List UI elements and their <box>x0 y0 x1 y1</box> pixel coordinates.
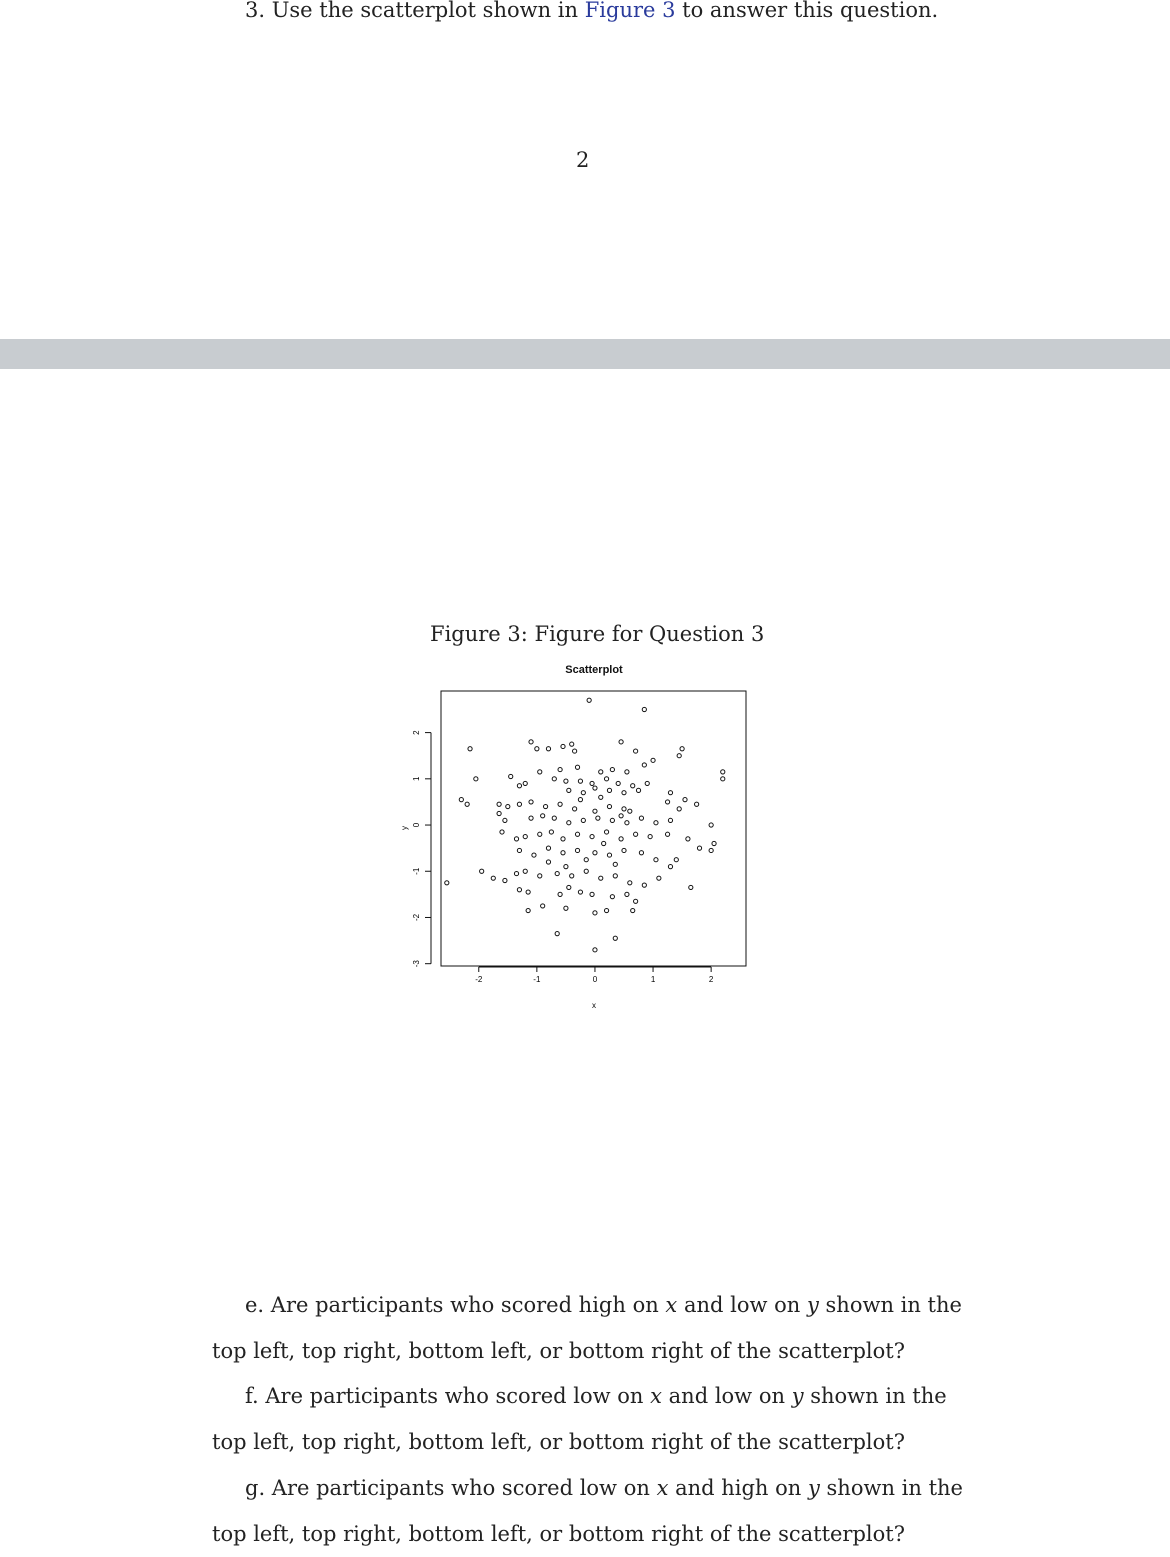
data-point <box>680 747 684 751</box>
data-point <box>631 908 635 912</box>
data-point <box>526 908 530 912</box>
data-point <box>555 871 559 875</box>
subq-f-text-1: f. Are participants who scored low on <box>245 1384 651 1408</box>
data-point <box>584 858 588 862</box>
data-point <box>593 948 597 952</box>
data-point <box>654 858 658 862</box>
data-point <box>593 851 597 855</box>
data-point <box>570 874 574 878</box>
data-point <box>593 911 597 915</box>
data-point <box>631 784 635 788</box>
data-point <box>721 770 725 774</box>
question-prefix: 3. Use the scatterplot shown in <box>245 0 585 22</box>
data-point <box>622 807 626 811</box>
data-point <box>689 885 693 889</box>
data-point <box>567 885 571 889</box>
data-point <box>602 841 606 845</box>
data-point <box>529 740 533 744</box>
data-point <box>564 865 568 869</box>
data-point <box>546 860 550 864</box>
data-point <box>503 818 507 822</box>
y-tick-label: -3 <box>412 960 421 968</box>
data-point <box>558 802 562 806</box>
subq-g-var-x: x <box>656 1476 669 1500</box>
data-point <box>546 747 550 751</box>
data-point <box>625 770 629 774</box>
data-point <box>468 747 472 751</box>
data-point <box>465 802 469 806</box>
data-point <box>654 821 658 825</box>
data-point <box>497 811 501 815</box>
data-point <box>561 837 565 841</box>
data-point <box>599 876 603 880</box>
data-point <box>622 791 626 795</box>
data-point <box>497 802 501 806</box>
data-point <box>610 818 614 822</box>
data-point <box>657 876 661 880</box>
data-point <box>581 791 585 795</box>
y-tick-label: -2 <box>412 913 421 922</box>
data-point <box>625 892 629 896</box>
data-point <box>686 837 690 841</box>
data-point <box>613 874 617 878</box>
data-point <box>567 788 571 792</box>
data-point <box>561 744 565 748</box>
data-point <box>604 830 608 834</box>
data-point <box>721 777 725 781</box>
data-point <box>593 809 597 813</box>
data-point <box>709 848 713 852</box>
page-separator <box>0 339 1170 369</box>
x-tick-label: -2 <box>475 975 483 984</box>
data-point <box>645 781 649 785</box>
data-point <box>523 869 527 873</box>
data-point <box>628 809 632 813</box>
data-point <box>590 781 594 785</box>
data-point <box>459 798 463 802</box>
data-point <box>665 800 669 804</box>
data-point <box>445 881 449 885</box>
data-point <box>628 881 632 885</box>
data-point <box>674 858 678 862</box>
data-point <box>619 740 623 744</box>
data-point <box>529 816 533 820</box>
subq-g-text-3: shown in the top left, top right, bottom left, or bottom right of the scatterplot? <box>212 1476 963 1546</box>
question-suffix: to answer this question. <box>675 0 939 22</box>
subq-f-text-2: and low on <box>661 1384 792 1408</box>
data-point <box>541 814 545 818</box>
data-point <box>578 890 582 894</box>
x-axis <box>475 967 714 984</box>
data-point <box>514 837 518 841</box>
data-point <box>634 899 638 903</box>
data-point <box>587 698 591 702</box>
data-point <box>480 869 484 873</box>
data-point <box>709 823 713 827</box>
y-tick-label: -1 <box>412 867 421 875</box>
subq-e-text-1: e. Are participants who scored high on <box>245 1293 666 1317</box>
data-point <box>517 802 521 806</box>
data-point <box>517 848 521 852</box>
data-point <box>651 758 655 762</box>
x-tick-label: 1 <box>650 975 656 984</box>
data-point <box>503 878 507 882</box>
data-point <box>695 802 699 806</box>
data-point <box>506 804 510 808</box>
data-point <box>535 747 539 751</box>
figure-caption: Figure 3: Figure for Question 3 <box>430 622 765 646</box>
data-point <box>523 781 527 785</box>
x-tick-label: 0 <box>592 975 598 984</box>
data-point <box>639 851 643 855</box>
data-point <box>491 876 495 880</box>
data-point <box>607 788 611 792</box>
data-point <box>538 770 542 774</box>
y-tick-label: 2 <box>412 730 421 735</box>
data-point <box>668 791 672 795</box>
data-point <box>590 834 594 838</box>
plot-frame <box>441 691 746 966</box>
data-point <box>607 853 611 857</box>
data-point <box>526 890 530 894</box>
data-point <box>517 888 521 892</box>
data-point <box>642 883 646 887</box>
data-point <box>552 816 556 820</box>
x-tick-label: -1 <box>533 975 541 984</box>
data-point <box>613 862 617 866</box>
page-number: 2 <box>576 148 590 172</box>
data-point <box>613 936 617 940</box>
data-point <box>541 904 545 908</box>
data-point <box>596 816 600 820</box>
data-points <box>445 698 725 952</box>
data-point <box>567 821 571 825</box>
subquestion-f <box>212 1373 972 1465</box>
data-point <box>575 765 579 769</box>
data-point <box>634 749 638 753</box>
data-point <box>529 800 533 804</box>
data-point <box>500 830 504 834</box>
data-point <box>610 895 614 899</box>
data-point <box>575 832 579 836</box>
data-point <box>555 932 559 936</box>
y-axis <box>412 730 431 967</box>
data-point <box>599 770 603 774</box>
data-point <box>578 798 582 802</box>
data-point <box>677 807 681 811</box>
data-point <box>538 832 542 836</box>
data-point <box>668 865 672 869</box>
data-point <box>543 804 547 808</box>
data-point <box>648 834 652 838</box>
data-point <box>564 779 568 783</box>
data-point <box>625 821 629 825</box>
subq-f-var-x: x <box>650 1384 662 1408</box>
data-point <box>561 851 565 855</box>
data-point <box>558 892 562 896</box>
data-point <box>622 848 626 852</box>
x-tick-label: 2 <box>708 975 714 984</box>
data-point <box>683 798 687 802</box>
data-point <box>634 832 638 836</box>
subq-e-text-2: and low on <box>677 1293 807 1317</box>
subq-e-text-3: shown in the top left, top right, bottom left, or bottom right of the scatterplot? <box>212 1293 962 1363</box>
data-point <box>604 777 608 781</box>
subq-g-text-2: and high on <box>668 1476 808 1500</box>
data-point <box>590 892 594 896</box>
data-point <box>619 837 623 841</box>
data-point <box>517 784 521 788</box>
data-point <box>619 814 623 818</box>
data-point <box>523 834 527 838</box>
data-point <box>538 874 542 878</box>
data-point <box>549 830 553 834</box>
data-point <box>558 767 562 771</box>
subquestion-e <box>212 1282 972 1374</box>
plot-title: Scatterplot <box>565 664 623 676</box>
data-point <box>564 906 568 910</box>
figure-link[interactable]: Figure 3 <box>584 0 676 22</box>
question-header <box>245 0 938 22</box>
data-point <box>668 818 672 822</box>
data-point <box>599 795 603 799</box>
data-point <box>593 786 597 790</box>
data-point <box>578 779 582 783</box>
data-point <box>570 742 574 746</box>
data-point <box>509 774 513 778</box>
data-point <box>532 853 536 857</box>
data-point <box>573 807 577 811</box>
subquestion-g <box>212 1465 972 1557</box>
data-point <box>546 846 550 850</box>
scatterplot <box>390 680 760 1020</box>
y-tick-label: 1 <box>412 776 421 782</box>
data-point <box>573 749 577 753</box>
data-point <box>616 781 620 785</box>
y-axis-label: y <box>400 826 409 830</box>
data-point <box>552 777 556 781</box>
data-point <box>642 707 646 711</box>
data-point <box>665 832 669 836</box>
subq-g-var-y: y <box>807 1476 820 1500</box>
data-point <box>514 871 518 875</box>
subq-g-text-1: g. Are participants who scored low on <box>245 1476 657 1500</box>
subq-e-var-x: x <box>665 1293 678 1317</box>
data-point <box>642 763 646 767</box>
data-point <box>584 869 588 873</box>
data-point <box>677 754 681 758</box>
data-point <box>604 908 608 912</box>
data-point <box>610 767 614 771</box>
data-point <box>712 841 716 845</box>
y-tick-label: 0 <box>412 822 421 828</box>
data-point <box>474 777 478 781</box>
x-axis-label: x <box>592 1001 596 1010</box>
subq-f-text-3: shown in the top left, top right, bottom left, or bottom right of the scatterplot? <box>212 1384 947 1454</box>
data-point <box>639 816 643 820</box>
subq-e-var-y: y <box>806 1293 819 1317</box>
data-point <box>607 804 611 808</box>
data-point <box>575 848 579 852</box>
data-point <box>697 846 701 850</box>
data-point <box>581 818 585 822</box>
data-point <box>636 788 640 792</box>
subq-f-var-y: y <box>791 1384 804 1408</box>
